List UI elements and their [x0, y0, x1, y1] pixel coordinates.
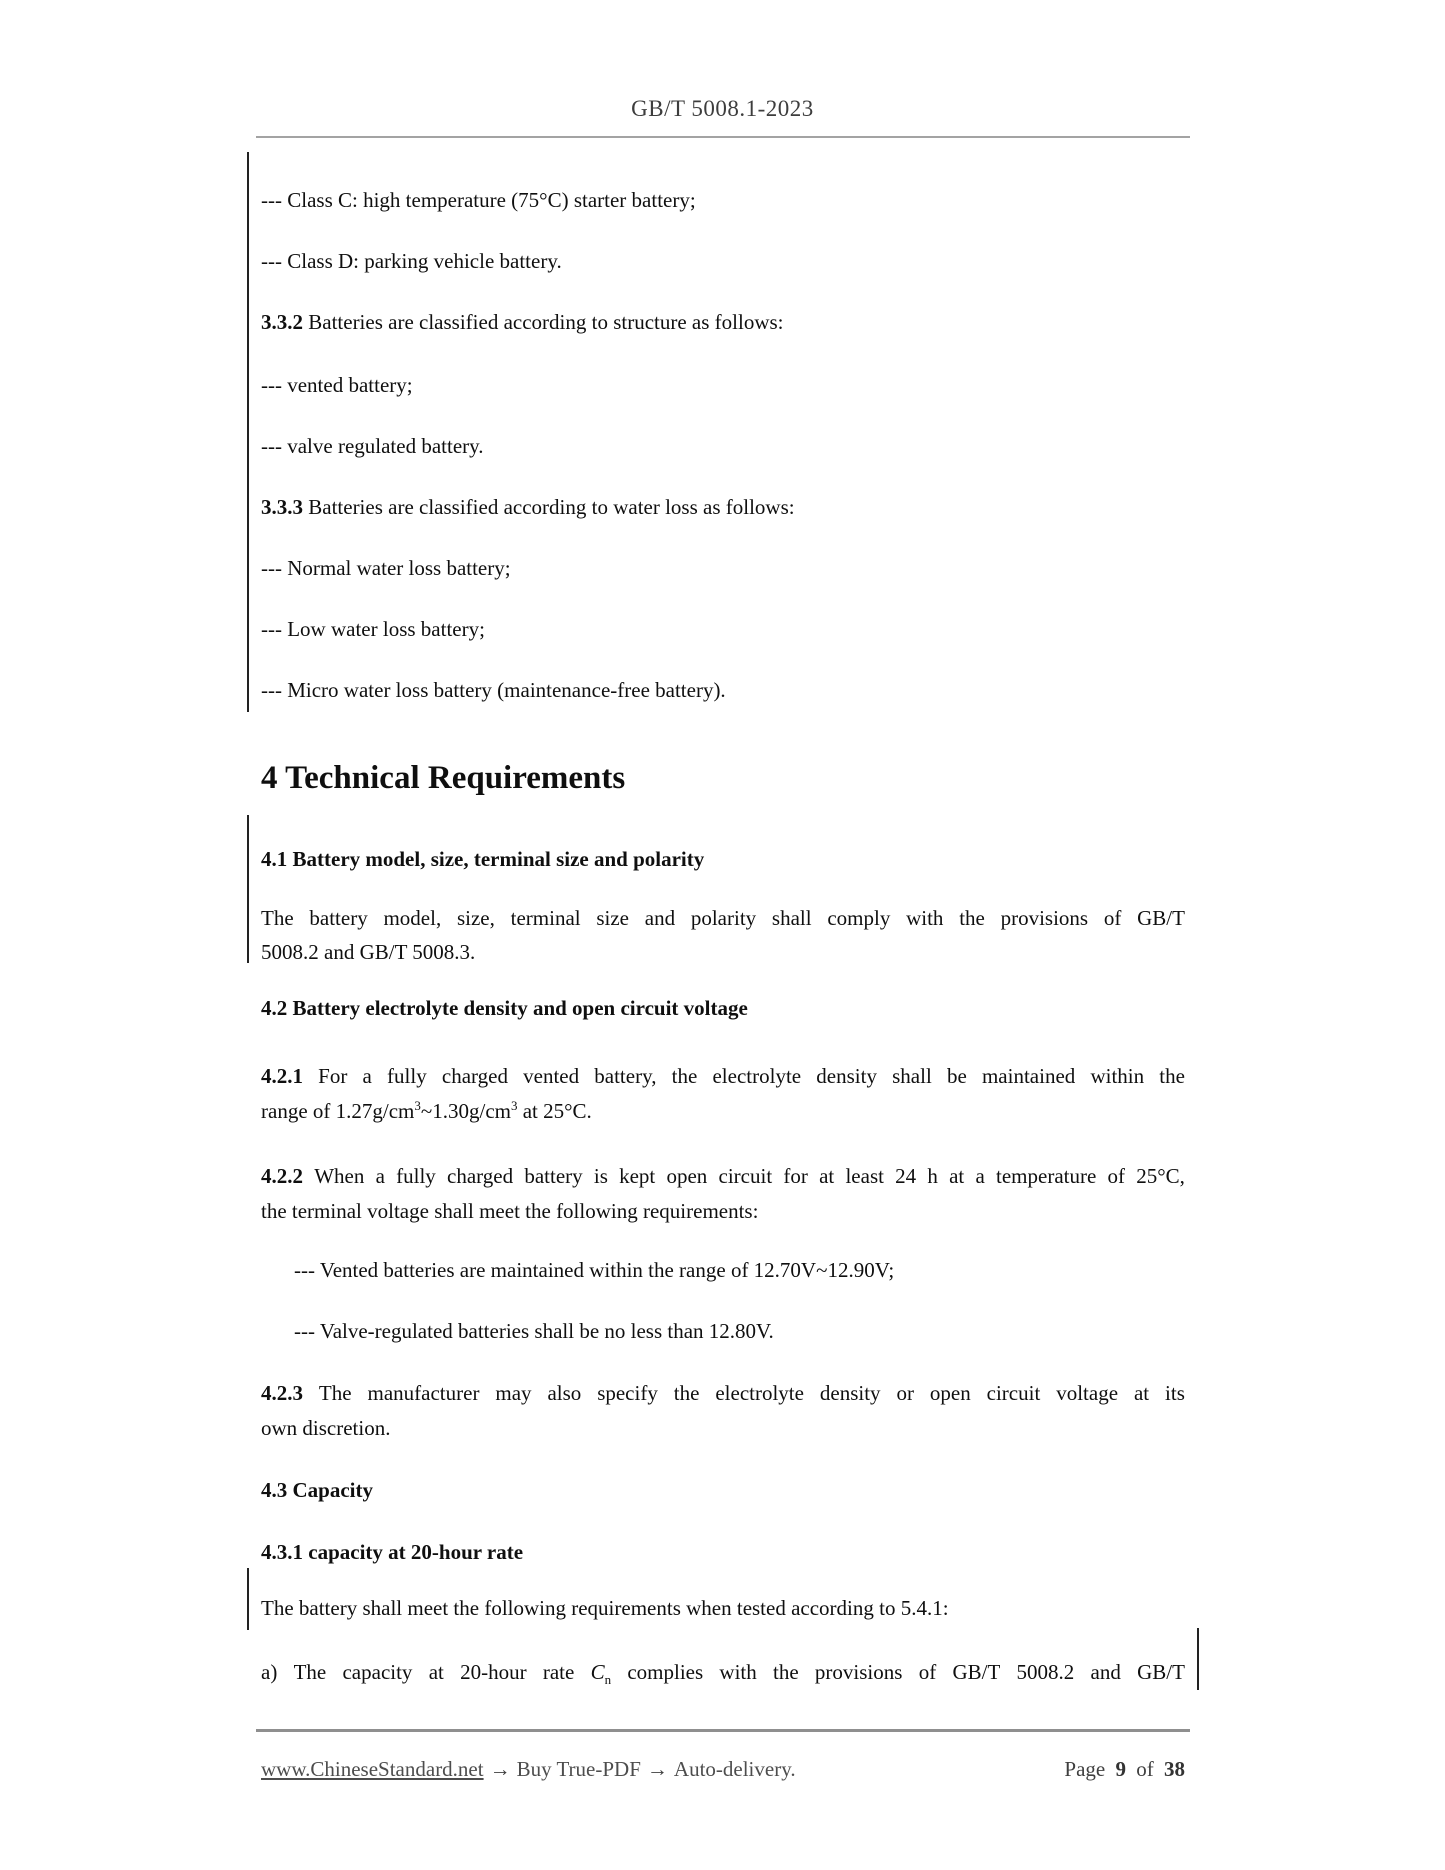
page-label: Page — [1064, 1757, 1106, 1781]
text-line: --- Valve-regulated batteries shall be no less than 12.80V. — [294, 1319, 774, 1343]
text-line: The battery shall meet the following requirements when tested according to 5.4.1: — [261, 1596, 949, 1620]
text-line: 5008.2 and GB/T 5008.3. — [261, 940, 476, 964]
subsection-heading: 4.3.1 capacity at 20-hour rate — [261, 1540, 524, 1564]
footer-delivery-label: Auto-delivery. — [673, 1757, 796, 1781]
footer-rule — [256, 1729, 1190, 1732]
text-line: --- Vented batteries are maintained within the range of 12.70V~12.90V; — [294, 1258, 895, 1282]
footer-website-link[interactable]: www.ChineseStandard.net — [261, 1757, 484, 1781]
text-line: 3.3.3 Batteries are classified according to water loss as follows: — [261, 495, 795, 519]
of-label: of — [1136, 1757, 1154, 1781]
change-bar — [247, 152, 249, 712]
page-current: 9 — [1115, 1757, 1126, 1781]
page-indicator — [1064, 1757, 1185, 1782]
text-line: --- Class C: high temperature (75°C) starter battery; — [261, 188, 696, 212]
text-line: --- valve regulated battery. — [261, 434, 484, 458]
change-bar — [247, 815, 249, 963]
footer-left — [261, 1757, 796, 1782]
footer — [261, 1757, 1185, 1782]
text-line: 4.2.3 The manufacturer may also specify the electrolyte density or open circuit voltage at its — [261, 1381, 1185, 1405]
change-bar — [247, 1568, 249, 1630]
document-header-title: GB/T 5008.1-2023 — [631, 96, 814, 121]
text-line: --- vented battery; — [261, 373, 413, 397]
text-line: 3.3.2 Batteries are classified according to structure as follows: — [261, 310, 784, 334]
section-heading: 4 Technical Requirements — [261, 760, 626, 796]
text-line: --- Low water loss battery; — [261, 617, 485, 641]
subsection-heading: 4.1 Battery model, size, terminal size and polarity — [261, 847, 705, 871]
footer-buy-label: Buy True-PDF — [516, 1757, 641, 1781]
arrow-icon: → — [489, 1757, 511, 1781]
text-line: 4.2.1 For a fully charged vented battery, the electrolyte density shall be maintained within the — [261, 1064, 1185, 1088]
header-rule — [256, 136, 1190, 138]
text-line: --- Micro water loss battery (maintenance-free battery). — [261, 678, 726, 702]
page-total: 38 — [1164, 1757, 1185, 1781]
text-line: the terminal voltage shall meet the following requirements: — [261, 1199, 759, 1223]
subsection-heading: 4.2 Battery electrolyte density and open circuit voltage — [261, 996, 748, 1020]
text-line: range of $1.27g/cm^3\sim 1.30g/cm^3$ at 25°C. — [261, 1098, 592, 1123]
text-line: a) The capacity at 20-hour rate $C_n$ complies with the provisions of GB/T 5008.2 and GB/T — [261, 1660, 1185, 1688]
text-line: 4.2.2 When a fully charged battery is kept open circuit for at least 24 h at a temperature of 25°C, — [261, 1164, 1185, 1188]
text-line: The battery model, size, terminal size and polarity shall comply with the provisions of GB/T — [261, 906, 1185, 930]
change-bar — [1197, 1628, 1199, 1690]
arrow-icon: → — [646, 1757, 668, 1781]
text-line: --- Class D: parking vehicle battery. — [261, 249, 562, 273]
text-line: --- Normal water loss battery; — [261, 556, 511, 580]
text-line: own discretion. — [261, 1416, 391, 1440]
subsection-heading: 4.3 Capacity — [261, 1478, 373, 1502]
